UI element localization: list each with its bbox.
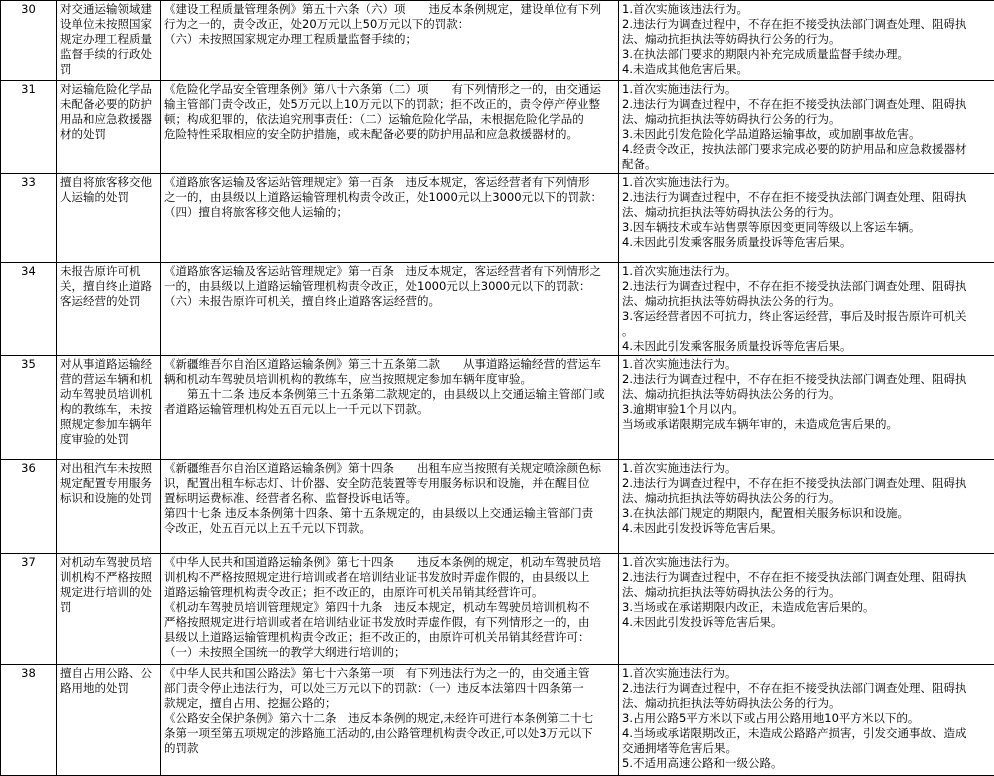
- legal-basis-line: 《机动车驾驶员培训管理规定》第四十九条 违反本规定，机动车驾驶员培训机构不: [164, 600, 615, 615]
- condition-line: 3.因车辆技术或车站售票等原因变更同等级以上客运车辆。: [622, 220, 991, 235]
- legal-basis-line: 县级以上道路运输管理机构责令改正；拒不改正的，由原许可机关吊销其经营许可：: [164, 630, 615, 645]
- legal-basis: [161, 356, 619, 460]
- violation-item: 对运输危险化学品未配备必要的防护用品和应急救援器材的处罚: [57, 81, 161, 174]
- condition-line: 法、煽动抗拒执法等妨碍执法公务的行为。: [622, 205, 991, 220]
- violation-item: 对交通运输领域建设单位未按照国家规定办理工程质量监督手续的行政处罚: [57, 1, 161, 81]
- condition-line: 法、煽动抗拒执法等妨碍执行公务的行为。: [622, 112, 991, 127]
- condition-line: 1.首次实施违法行为。: [622, 264, 991, 279]
- condition-line: 4.未因此引发乘客服务质量投诉等危害后果。: [622, 235, 991, 250]
- legal-basis-line: 款规定，擅自占用、挖掘公路的；: [164, 696, 615, 711]
- legal-basis-line: 令改正，处五百元以上五千元以下罚款。: [164, 521, 615, 536]
- condition-line: 。: [622, 324, 991, 339]
- condition-line: 法、煽动抗拒执法等妨碍执法公务的行为。: [622, 585, 991, 600]
- condition-line: 交通拥堵等危害后果。: [622, 741, 991, 756]
- violation-item: 对从事道路运输经营的营运车辆和机动车驾驶员培训机构的教练车，未按照规定参加车辆年度审验的处罚: [57, 356, 161, 460]
- condition-line: 3.逾期审验1个月以内。: [622, 402, 991, 417]
- condition-line: 2.违法行为调查过程中，不存在拒不接受执法部门调查处理、阻碍执: [622, 97, 991, 112]
- condition-line: 2.违法行为调查过程中，不存在拒不接受执法部门调查处理、阻碍执: [622, 570, 991, 585]
- table-row: [1, 665, 994, 776]
- legal-basis-line: 《新疆维吾尔自治区道路运输条例》第三十五条第二款 从事道路运输经营的营运车: [164, 357, 615, 372]
- legal-basis-line: 《建设工程质量管理条例》第五十六条（六）项 违反本条例规定，建设单位有下列: [164, 2, 615, 17]
- legal-basis-line: 《中华人民共和国公路法》第七十六条第一项 有下列违法行为之一的，由交通主管: [164, 666, 615, 681]
- condition-line: 1.首次实施违法行为。: [622, 175, 991, 190]
- row-number: 38: [1, 665, 57, 776]
- legal-basis-line: 辆和机动车驾驶员培训机构的教练车，应当按照规定参加车辆年度审验。: [164, 372, 615, 387]
- condition-line: 1.首次实施违法行为。: [622, 555, 991, 570]
- legal-basis-line: 危险特性采取相应的安全防护措施，或未配备必要的防护用品和应急救援器材的。: [164, 127, 615, 142]
- legal-basis-line: 《危险化学品安全管理条例》第八十六条第（二）项 有下列情形之一的，由交通运: [164, 82, 615, 97]
- row-number: 35: [1, 356, 57, 460]
- legal-basis-line: 顿；构成犯罪的，依法追究刑事责任：（二）运输危险化学品，未根据危险化学品的: [164, 112, 615, 127]
- condition-line: 法、煽动抗拒执法等妨碍执法公务的行为。: [622, 294, 991, 309]
- legal-basis-line: 《中华人民共和国道路运输条例》第七十四条 违反本条例的规定，机动车驾驶员培: [164, 555, 615, 570]
- condition-line: 1.首次实施该违法行为。: [622, 2, 991, 17]
- legal-basis: [161, 81, 619, 174]
- exemption-conditions: [619, 665, 994, 776]
- condition-line: 3.在执法部门规定的期限内，配置相关服务标识和设施。: [622, 506, 991, 521]
- legal-basis-line: 一的，由县级以上道路运输管理机构责令改正，处1000元以上3000元以下的罚款：: [164, 279, 615, 294]
- row-number: 34: [1, 263, 57, 356]
- legal-basis-line: 训机构不严格按照规定进行培训或者在培训结业证书发放时弄虚作假的，由县级以上: [164, 570, 615, 585]
- exemption-conditions: [619, 356, 994, 460]
- legal-basis-line: 第四十七条 违反本条例第十四条、第十五条规定的，由县级以上交通运输主管部门责: [164, 506, 615, 521]
- legal-basis-line: 的罚款: [164, 741, 615, 756]
- row-number: 37: [1, 554, 57, 665]
- legal-basis: [161, 1, 619, 81]
- legal-basis-line: （四）擅自将旅客移交他人运输的；: [164, 205, 615, 220]
- condition-line: 2.违法行为调查过程中，不存在拒不接受执法部门调查处理、阻碍执: [622, 372, 991, 387]
- table-row: [1, 554, 994, 665]
- condition-line: 3.占用公路5平方米以下或占用公路用地10平方米以下的。: [622, 711, 991, 726]
- condition-line: 2.违法行为调查过程中，不存在拒不接受执法部门调查处理、阻碍执: [622, 476, 991, 491]
- legal-basis-line: 之一的，由县级以上道路运输管理机构责令改正，处1000元以上3000元以下的罚款：: [164, 190, 615, 205]
- legal-basis-line: 条第一项至第五项规定的涉路施工活动的,由公路管理机构责令改正,可以处3万元以下: [164, 726, 615, 741]
- violation-item: 对出租汽车未按照规定配置专用服务标识和设施的处罚: [57, 460, 161, 554]
- condition-line: 4.未因此引发投诉等危害后果。: [622, 615, 991, 630]
- violation-item: 擅自占用公路、公路用地的处罚: [57, 665, 161, 776]
- condition-line: 3.在执法部门要求的期限内补充完成质量监督手续办理。: [622, 47, 991, 62]
- legal-basis-line: （六）未报告原许可机关，擅自终止道路客运经营的。: [164, 294, 615, 309]
- condition-line: 1.首次实施违法行为。: [622, 357, 991, 372]
- condition-line: 法、煽动抗拒执法等妨碍执法公务的行为。: [622, 696, 991, 711]
- row-number: 30: [1, 1, 57, 81]
- legal-basis: [161, 554, 619, 665]
- exemption-conditions: [619, 1, 994, 81]
- table-row: [1, 1, 994, 81]
- legal-basis-line: 行为之一的，责令改正，处20万元以上50万元以下的罚款：: [164, 17, 615, 32]
- exemption-conditions: [619, 174, 994, 263]
- violation-item: 对机动车驾驶员培训机构不严格按照规定进行培训的处罚: [57, 554, 161, 665]
- legal-basis: [161, 460, 619, 554]
- condition-line: 1.首次实施违法行为。: [622, 82, 991, 97]
- exemption-conditions: [619, 81, 994, 174]
- condition-line: 2.违法行为调查过程中，不存在拒不接受执法部门调查处理、阻碍执: [622, 17, 991, 32]
- legal-basis: [161, 174, 619, 263]
- legal-basis-line: 《道路旅客运输及客运站管理规定》第一百条 违反本规定，客运经营者有下列情形: [164, 175, 615, 190]
- row-number: 33: [1, 174, 57, 263]
- condition-line: 2.违法行为调查过程中，不存在拒不接受执法部门调查处理、阻碍执: [622, 681, 991, 696]
- table-body: [1, 1, 994, 776]
- table-row: [1, 263, 994, 356]
- legal-basis-line: 道路运输管理机构责令改正；拒不改正的，由原许可机关吊销其经营许可。: [164, 585, 615, 600]
- row-number: 36: [1, 460, 57, 554]
- condition-line: 3.当场或在承诺期限内改正，未造成危害后果的。: [622, 600, 991, 615]
- legal-basis-line: 第五十二条 违反本条例第三十五条第二款规定的，由县级以上交通运输主管部门或: [164, 387, 615, 402]
- condition-line: 配备。: [622, 157, 991, 172]
- condition-line: 4.未造成其他危害后果。: [622, 62, 991, 77]
- condition-line: 2.违法行为调查过程中，不存在拒不接受执法部门调查处理、阻碍执: [622, 190, 991, 205]
- condition-line: 当场或承诺限期完成车辆年审的，未造成危害后果的。: [622, 417, 991, 432]
- condition-line: 法、煽动抗拒执法等妨碍执法公务的行为。: [622, 491, 991, 506]
- condition-line: 4.当场或承诺限期改正，未造成公路路产损害，引发交通事故、造成: [622, 726, 991, 741]
- legal-basis-line: 置标明运费标准、经营者名称、监督投诉电话等。: [164, 491, 615, 506]
- legal-basis-line: （一）未按照全国统一的教学大纲进行培训的；: [164, 645, 615, 660]
- condition-line: 1.首次实施违法行为。: [622, 666, 991, 681]
- exemption-conditions: [619, 554, 994, 665]
- condition-line: 4.未因此引发投诉等危害后果。: [622, 521, 991, 536]
- violation-item: 未报告原许可机关，擅自终止道路客运经营的处罚: [57, 263, 161, 356]
- condition-line: 3.客运经营者因不可抗力，终止客运经营，事后及时报告原许可机关: [622, 309, 991, 324]
- condition-line: 5.不适用高速公路和一级公路。: [622, 756, 991, 771]
- legal-basis-line: 识，配置出租车标志灯、计价器、安全防范装置等专用服务标识和设施，并在醒目位: [164, 476, 615, 491]
- condition-line: 4.未因此引发乘客服务质量投诉等危害后果。: [622, 339, 991, 354]
- legal-basis-line: 部门责令停止违法行为，可以处三万元以下的罚款：（一）违反本法第四十四条第一: [164, 681, 615, 696]
- exemption-conditions: [619, 263, 994, 356]
- table-row: [1, 356, 994, 460]
- table-row: [1, 81, 994, 174]
- condition-line: 法、煽动抗拒执法等妨碍执法公务的行为。: [622, 387, 991, 402]
- legal-basis-line: 《新疆维吾尔自治区道路运输条例》第十四条 出租车应当按照有关规定喷涂颜色标: [164, 461, 615, 476]
- condition-line: 4.经责令改正，按执法部门要求完成必要的防护用品和应急救援器材: [622, 142, 991, 157]
- legal-basis-line: 严格按照规定进行培训或者在培训结业证书发放时弄虚作假，有下列情形之一的，由: [164, 615, 615, 630]
- legal-basis-line: 《公路安全保护条例》第六十二条 违反本条例的规定,未经许可进行本条例第二十七: [164, 711, 615, 726]
- violation-item: 擅自将旅客移交他人运输的处罚: [57, 174, 161, 263]
- legal-basis-line: 者道路运输管理机构处五百元以上一千元以下罚款。: [164, 402, 615, 417]
- legal-basis: [161, 263, 619, 356]
- exemption-conditions: [619, 460, 994, 554]
- condition-line: 法、煽动抗拒执法等妨碍执行公务的行为。: [622, 32, 991, 47]
- condition-line: 1.首次实施违法行为。: [622, 461, 991, 476]
- condition-line: 3.未因此引发危险化学品道路运输事故，或加剧事故危害。: [622, 127, 991, 142]
- table-row: [1, 174, 994, 263]
- legal-basis-line: 《道路旅客运输及客运站管理规定》第一百条 违反本规定，客运经营者有下列情形之: [164, 264, 615, 279]
- condition-line: 2.违法行为调查过程中，不存在拒不接受执法部门调查处理、阻碍执: [622, 279, 991, 294]
- legal-basis-line: 输主管部门责令改正，处5万元以上10万元以下的罚款；拒不改正的，责令停产停业整: [164, 97, 615, 112]
- legal-basis: [161, 665, 619, 776]
- legal-basis-line: （六）未按照国家规定办理工程质量监督手续的；: [164, 32, 615, 47]
- row-number: 31: [1, 81, 57, 174]
- table-row: [1, 460, 994, 554]
